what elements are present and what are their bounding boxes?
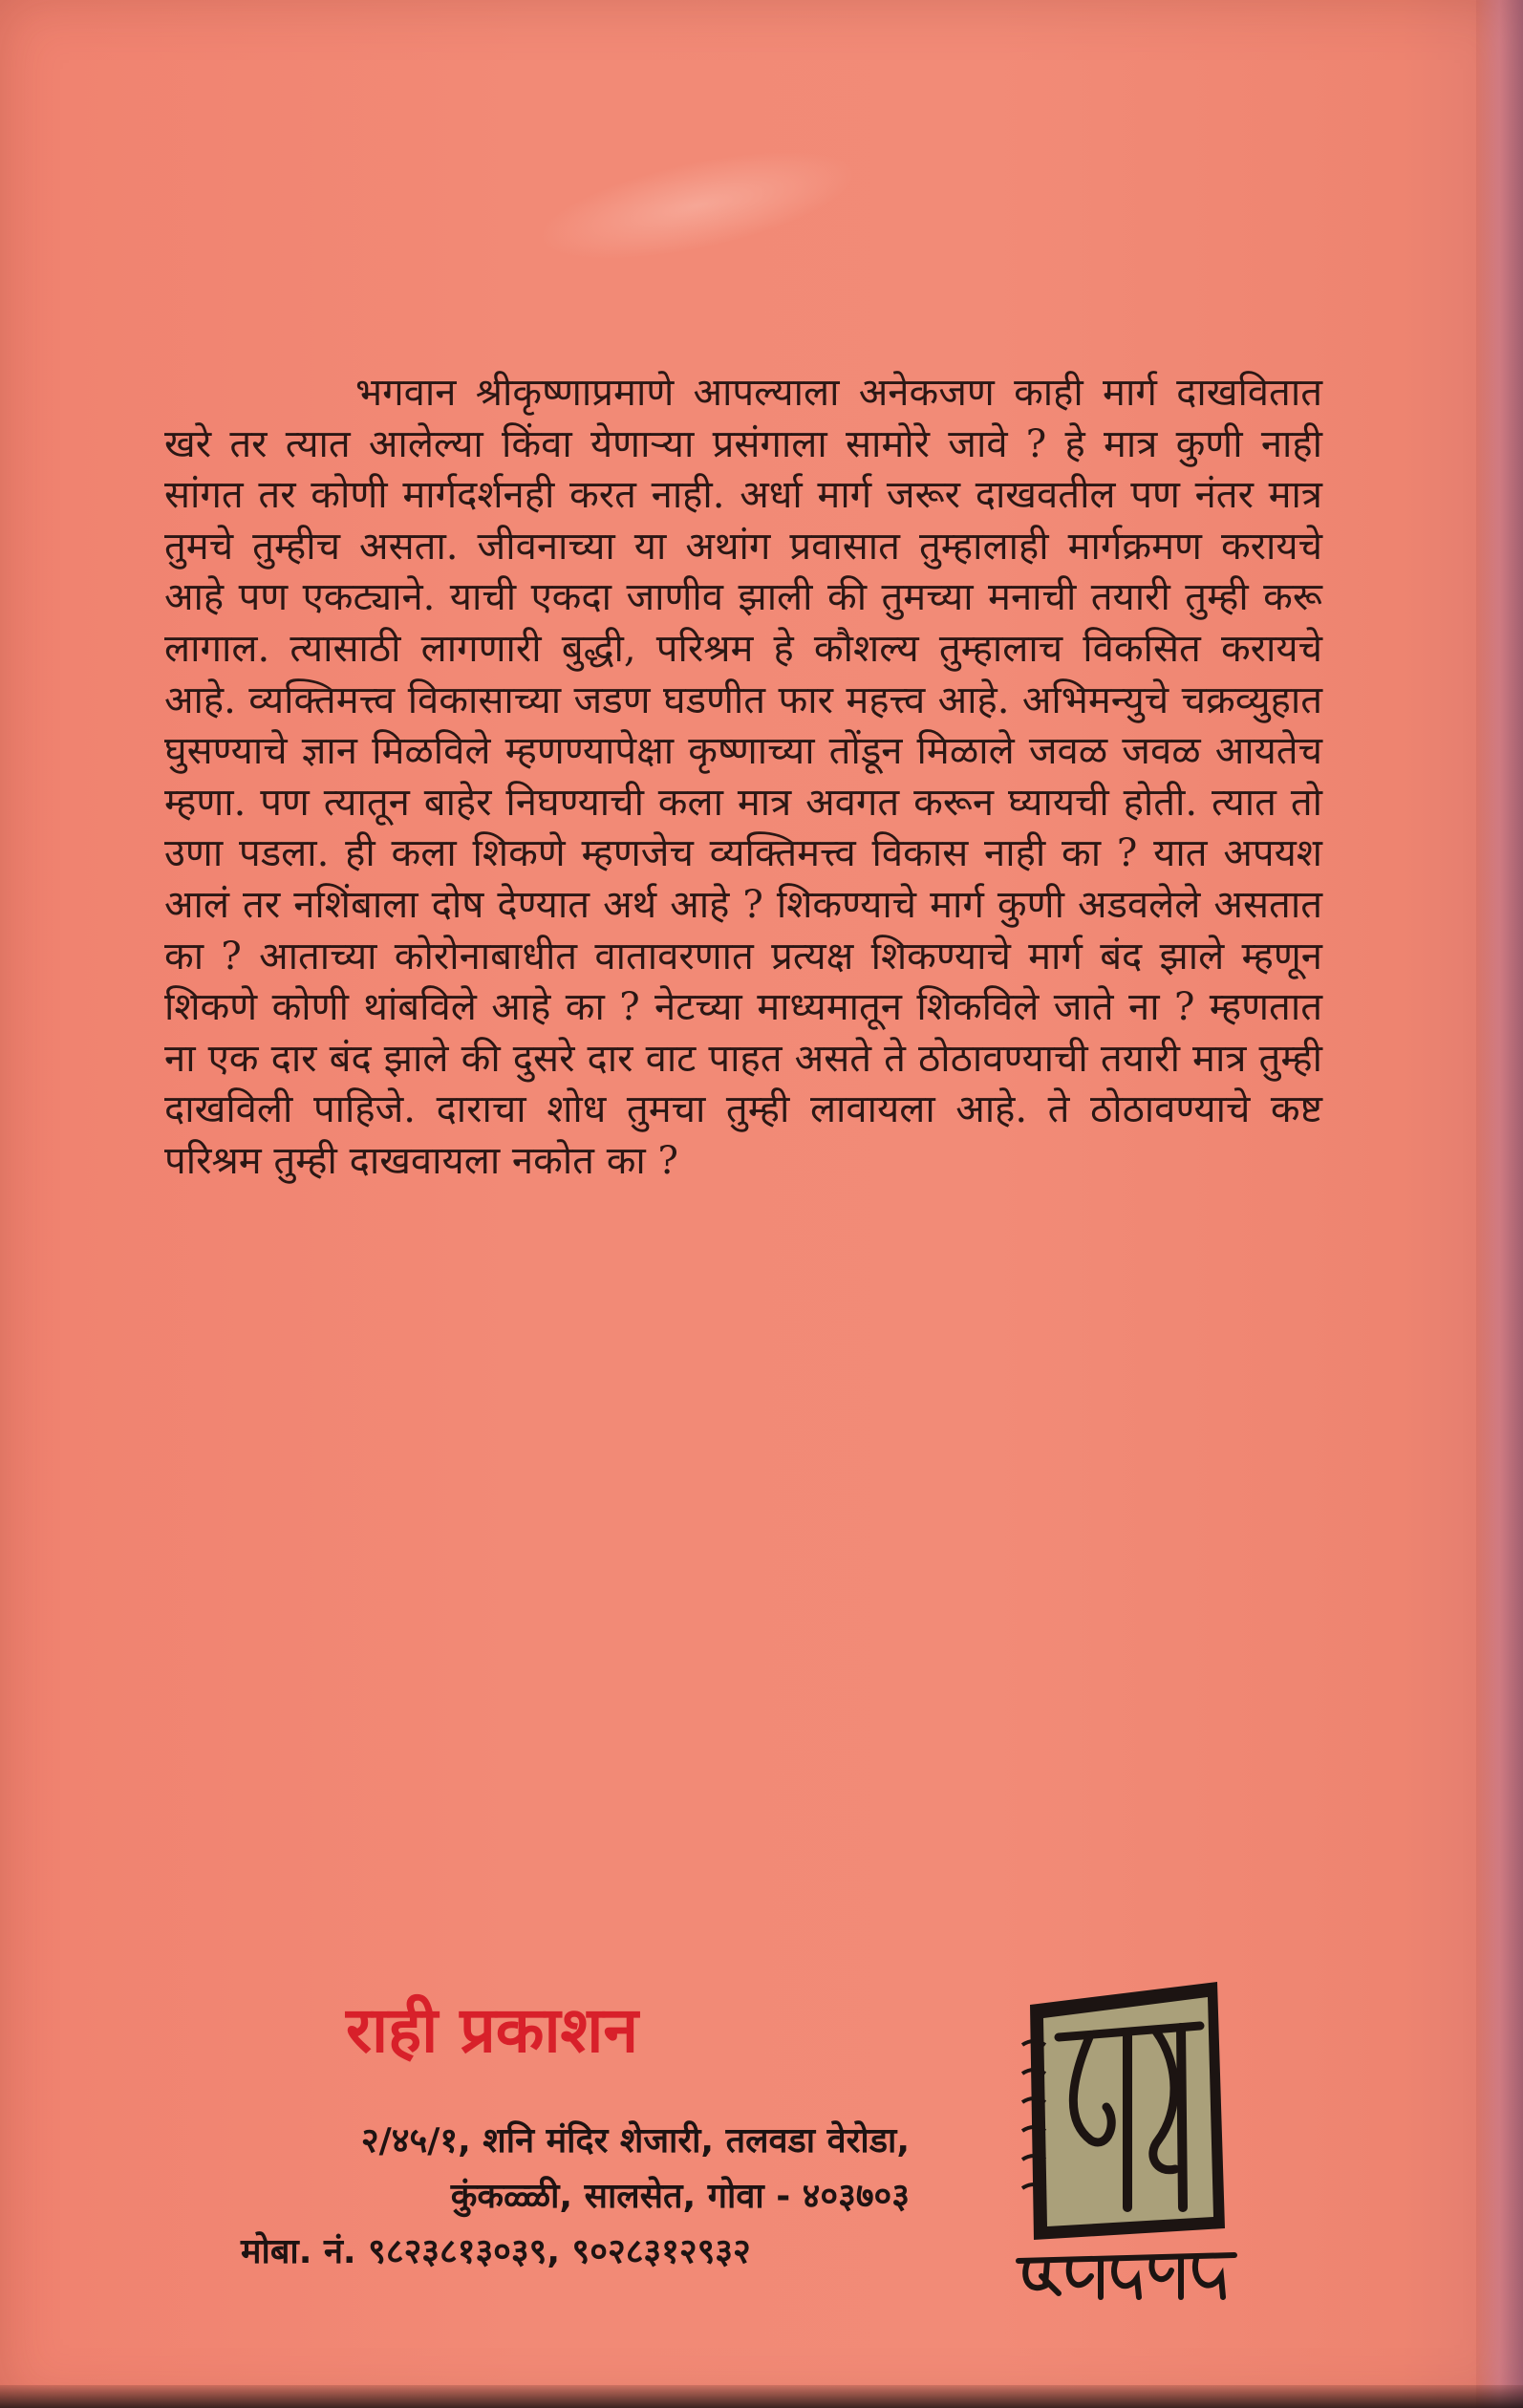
- cover-crease-highlight: [529, 130, 865, 282]
- spine-edge: [1476, 0, 1523, 2408]
- publisher-address: [241, 2114, 910, 2280]
- publisher-logo-icon: [1013, 1978, 1242, 2303]
- publisher-name: राही प्रकाशन: [346, 1993, 639, 2067]
- address-line-1: २/४५/१, शनि मंदिर शेजारी, तलवडा वेरोडा,: [360, 2121, 910, 2161]
- address-line-2: कुंकळ्ळी, सालसेत, गोवा - ४०३७०३: [450, 2177, 910, 2216]
- phone-line: मोबा. नं. ९८२३८१३०३९, ९०२८३१२९३२: [241, 2232, 751, 2271]
- logo-lettering-prakashan: [1019, 2255, 1234, 2297]
- blurb-paragraph: भगवान श्रीकृष्णाप्रमाणे आपल्याला अनेकजण काही मार्ग दाखवितात खरे तर त्यात आलेल्या किंवा येणाऱ्या प्रसंगाला सामोरे जावे ? हे मात्र कुणी नाही सांगत तर कोणी मार्गदर्शनही करत नाही. अर्धा मार्ग जरूर दाखवतील पण नंतर मात्र तुमचे तुम्हीच असता. जीवनाच्या या अथांग प्रवासात तुम्हालाही मार्गक्रमण करायचे आहे पण एकट्याने. याची एकदा जाणीव झाली की तुमच्या मनाची तयारी तुम्ही करू लागाल. त्यासाठी लागणारी बुद्धी, परिश्रम हे कौशल्य तुम्हालाच विकसित करायचे आहे. व्यक्तिमत्त्व विकासाच्या जडण घडणीत फार महत्त्व आहे. अभिमन्युचे चक्रव्युहात घुसण्याचे ज्ञान मिळविले म्हणण्यापेक्षा कृष्णाच्या तोंडून मिळाले जवळ जवळ आयतेच म्हणा. पण त्यातून बाहेर निघण्याची कला मात्र अवगत करून घ्यायची होती. त्यात तो उणा पडला. ही कला शिकणे म्हणजेच व्यक्तिमत्त्व विकास नाही का ? यात अपयश आलं तर नशिंबाला दोष देण्यात अर्थ आहे ? शिकण्याचे मार्ग कुणी अडवलेले असतात का ? आताच्या कोरोनाबाधीत वातावरणात प्रत्यक्ष शिकण्याचे मार्ग बंद झाले म्हणून शिकणे कोणी थांबविले आहे का ? नेटच्या माध्यमातून शिकविले जाते ना ? म्हणतात ना एक दार बंद झाले की दुसरे दार वाट पाहत असते ते ठोठावण्याची तयारी मात्र तुम्ही दाखविली पाहिजे. दाराचा शोध तुमचा तुम्ही लावायला आहे. ते ठोठावण्याचे कष्ट परिश्रम तुम्ही दाखवायला नकोत का ?: [164, 371, 1322, 1183]
- bottom-edge-shadow: [0, 2385, 1523, 2408]
